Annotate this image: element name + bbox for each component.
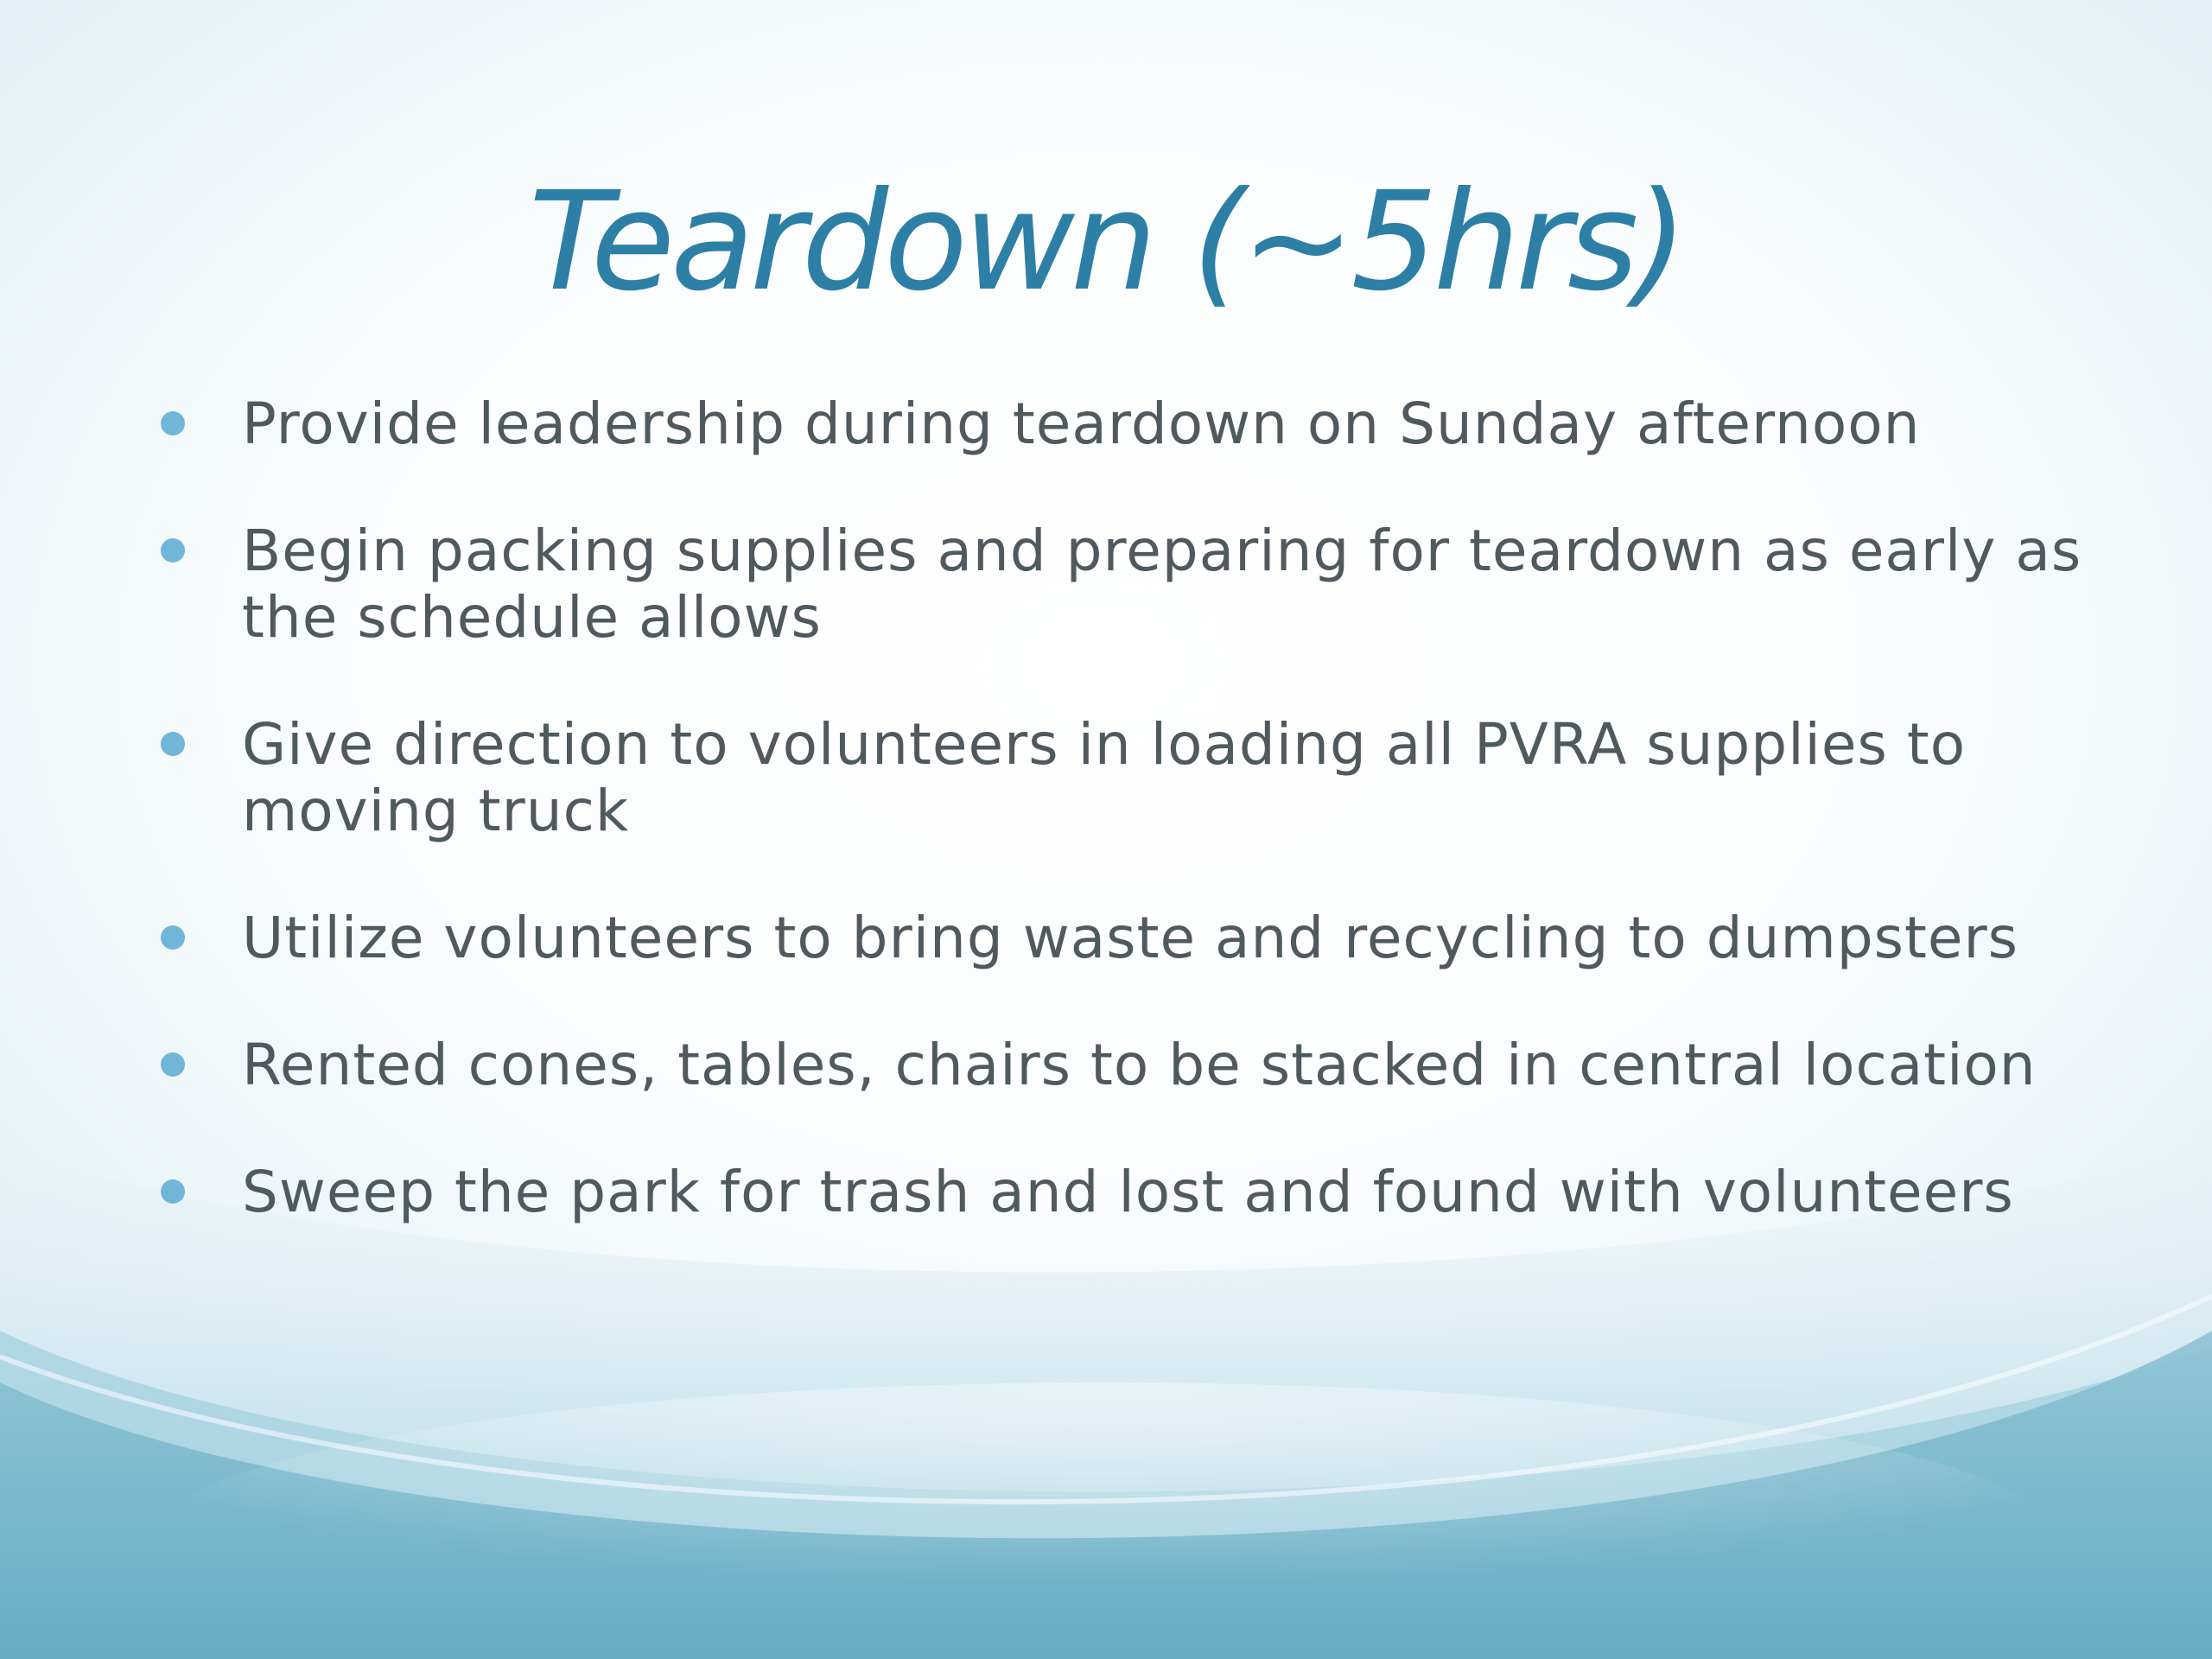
bullet-item bbox=[156, 905, 2134, 971]
bullet-marker bbox=[161, 1052, 185, 1077]
bullet-list bbox=[156, 391, 2134, 1286]
bullet-marker bbox=[161, 732, 185, 756]
bullet-text: Utilize volunteers to bring waste and recycling to dumpsters bbox=[242, 905, 2019, 971]
bullet-marker bbox=[161, 925, 185, 950]
bullet-item bbox=[156, 1032, 2134, 1098]
bullet-text: Provide leadership during teardown on Sunday afternoon bbox=[242, 391, 1921, 457]
bullet-text: Sweep the park for trash and lost and found with volunteers bbox=[242, 1159, 2014, 1225]
bullet-item bbox=[156, 1159, 2134, 1225]
bullet-item bbox=[156, 711, 2134, 844]
bullet-marker bbox=[161, 411, 185, 435]
slide-title: Teardown (~5hrs) bbox=[528, 162, 1684, 321]
bullet-text: Rented cones, tables, chairs to be stacked in central location bbox=[242, 1032, 2037, 1098]
bullet-text: Begin packing supplies and preparing for teardown as early as the schedule allows bbox=[242, 518, 2082, 651]
bullet-text: Give direction to volunteers in loading all PVRA supplies to moving truck bbox=[242, 711, 1967, 844]
bullet-marker bbox=[161, 538, 185, 563]
bullet-item bbox=[156, 518, 2134, 651]
bullet-item bbox=[156, 391, 2134, 457]
bullet-marker bbox=[161, 1179, 185, 1204]
